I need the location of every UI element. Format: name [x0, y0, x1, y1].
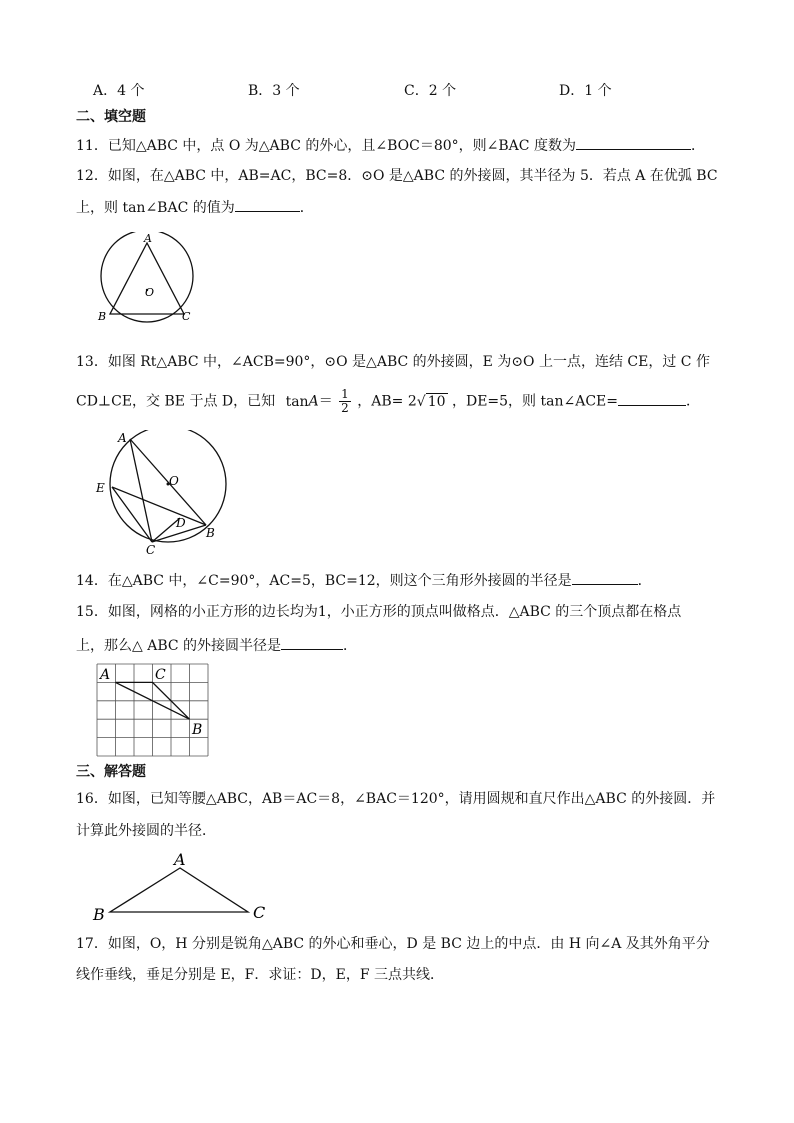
- option-b: B．3 个: [248, 83, 300, 99]
- label-b: B: [98, 310, 107, 323]
- figure-q15-grid: [95, 662, 213, 759]
- figure-q12-circle-triangle: [92, 232, 204, 324]
- question-11: [76, 135, 705, 155]
- answer-blank-13[interactable]: [618, 391, 686, 406]
- option-a: A．4 个: [93, 83, 145, 99]
- question-13-text-b: ，AB=: [357, 393, 404, 410]
- question-13-text-a: CD⊥CE，交 BE 于点 D，已知: [76, 393, 276, 410]
- question-12-line2: [76, 197, 314, 217]
- section-answer-title: 三、解答题: [76, 764, 146, 780]
- question-15-line2: [76, 635, 357, 655]
- triangle-abc: [110, 868, 248, 912]
- label-e: E: [96, 481, 105, 495]
- fraction-denominator: 2: [341, 401, 349, 415]
- question-17-line1: 17．如图，O，H 分别是锐角△ABC 的外心和垂心，D 是 BC 边上的中点．由 H 向∠A 及其外角平分: [76, 936, 710, 952]
- label-a: A: [144, 232, 152, 245]
- question-12-line1: 12．如图，在△ABC 中，AB=AC，BC=8．⊙O 是△ABC 的外接圆，其半径为 5．若点 A 在优弧 BC: [76, 168, 718, 184]
- fraction-numerator: 1: [341, 387, 349, 401]
- tan-equals: ＝: [318, 393, 333, 410]
- triangle-abc: [110, 243, 184, 314]
- answer-blank-12[interactable]: [235, 197, 300, 212]
- label-c: C: [253, 903, 266, 922]
- sqrt-expression: √ 10: [416, 393, 446, 410]
- label-c: C: [155, 667, 166, 683]
- question-16-line2: 计算此外接圆的半径．: [76, 823, 216, 839]
- question-13-line1: 13．如图 Rt△ABC 中，∠ACB=90°，⊙O 是△ABC 的外接圆，E 为⊙O 上一点，连结 CE，过 C 作: [76, 354, 710, 370]
- label-b: B: [206, 526, 215, 540]
- tan-variable: A: [308, 393, 319, 410]
- label-a: A: [100, 667, 111, 683]
- label-a: A: [174, 850, 186, 869]
- question-15-line1: 15．如图，网格的小正方形的边长均为1，小正方形的顶点叫做格点．△ABC 的三个顶点都在格点: [76, 604, 682, 620]
- figure-q13-circle: [92, 430, 232, 556]
- fraction-one-half: [339, 388, 351, 415]
- question-16-line1: 16．如图，已知等腰△ABC，AB＝AC＝8，∠BAC＝120°，请用圆规和直尺作出△ABC 的外接圆．并: [76, 791, 716, 807]
- answer-blank-11[interactable]: [576, 135, 691, 150]
- question-17-line2: 线作垂线，垂足分别是 E，F．求证：D，E，F 三点共线．: [76, 967, 444, 983]
- label-o: O: [169, 474, 179, 488]
- section-fill-in-title: 二、填空题: [76, 109, 146, 125]
- label-b: B: [192, 722, 203, 738]
- tan-label: tan: [285, 393, 309, 410]
- question-15-text: 上，那么△ ABC 的外接圆半径是: [76, 638, 282, 654]
- question-15-end: ．: [343, 638, 358, 654]
- question-14-text: 14．在△ABC 中，∠C=90°，AC=5，BC=12，则这个三角形外接圆的半径是: [76, 573, 572, 589]
- label-a: A: [118, 431, 127, 445]
- figure-q16-isosceles-triangle: [88, 848, 274, 924]
- circumcircle: [101, 232, 193, 322]
- label-b: B: [93, 905, 105, 924]
- question-11-text: 11．已知△ABC 中，点 O 为△ABC 的外心，且∠BOC＝80°，则∠BAC 度数为: [76, 138, 576, 154]
- label-o: O: [145, 286, 155, 299]
- question-12-end: ．: [299, 200, 314, 216]
- option-d: D．1 个: [559, 83, 612, 99]
- label-c: C: [182, 310, 191, 323]
- label-c: C: [146, 543, 156, 556]
- sqrt-radicand: 10: [427, 393, 446, 410]
- answer-blank-14[interactable]: [572, 570, 638, 585]
- question-13-line2: [76, 388, 700, 415]
- question-14-end: ．: [637, 573, 652, 589]
- answer-blank-15[interactable]: [281, 635, 343, 650]
- option-c: C．2 个: [404, 83, 457, 99]
- question-13-end: ．: [686, 393, 700, 410]
- question-13-text-c: ，DE=5，则 tan∠ACE=: [451, 393, 618, 410]
- sqrt-coefficient: 2: [407, 393, 417, 410]
- segment-ab: [130, 439, 206, 525]
- question-11-end: ．: [690, 138, 705, 154]
- grid-lines: [97, 664, 208, 756]
- question-14: [76, 570, 652, 590]
- label-d: D: [176, 516, 186, 530]
- question-12-text: 上，则 tan∠BAC 的值为: [76, 200, 235, 216]
